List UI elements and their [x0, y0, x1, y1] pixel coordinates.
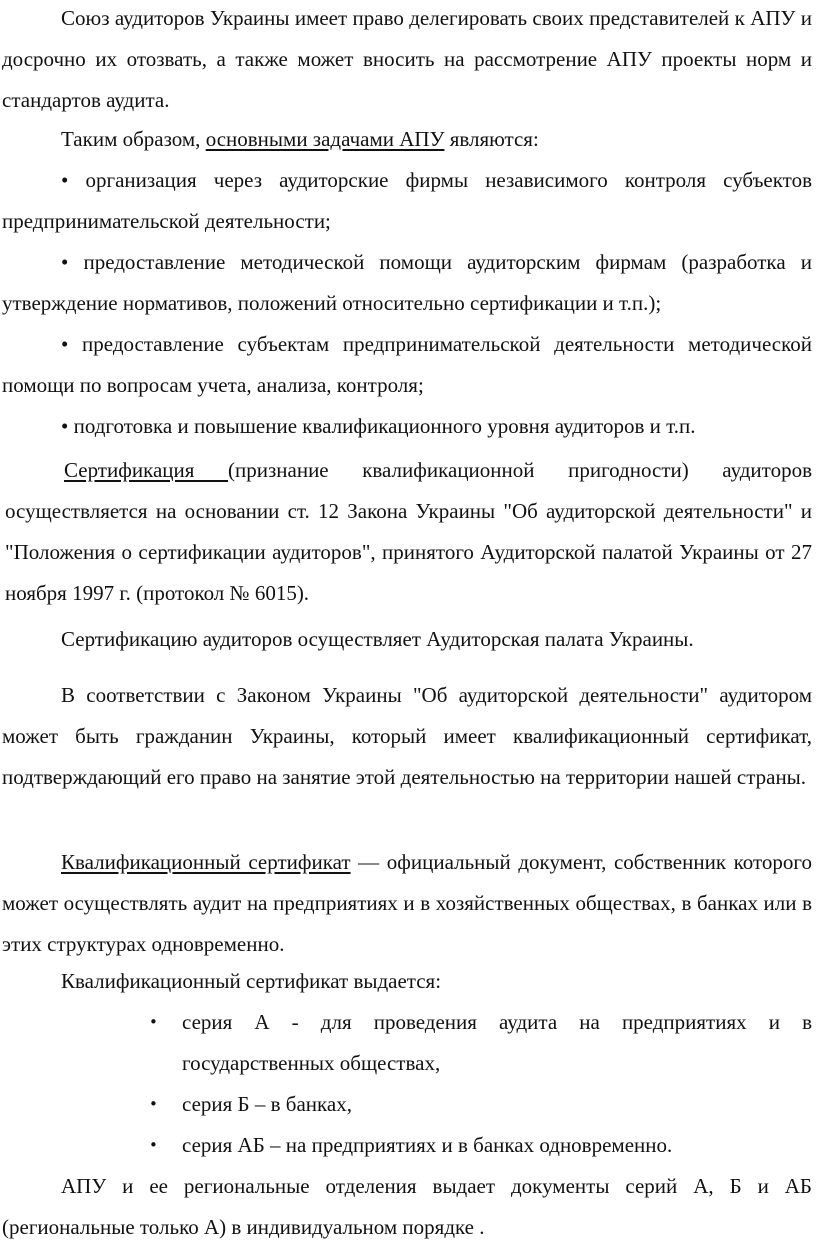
certification-text: (признание квалификационной пригодности) аудиторов осуществляется на основании ст. 12 Закона Украины "Об аудиторской деятельности" и "Положения о сертификации аудиторов", принятого Аудиторской палатой Украины от 27 ноября 1997 г. (протокол № 6015). [5, 458, 812, 605]
task-item: • организация через аудиторские фирмы независимого контроля субъектов предпринимательской деятельности; [2, 168, 812, 233]
paragraph-certification [5, 450, 812, 614]
series-item [140, 1084, 812, 1125]
series-item-text: серия Б – в банках, [182, 1092, 352, 1116]
qualification-certificate-text: — официальный документ, собственник которого может осуществлять аудит на предприятиях и в хозяйственных обществах, в банках или в этих структурах одновременно. [2, 850, 812, 956]
paragraph-apu-issues-documents: АПУ и ее региональные отделения выдает документы серий А, Б и АБ (региональные только А) в индивидуальном порядке . [2, 1174, 812, 1239]
main-tasks-suffix: являются: [444, 127, 539, 151]
series-item [140, 1002, 812, 1084]
paragraph-qualification-certificate [2, 842, 812, 965]
bullet-icon: • [149, 1136, 158, 1154]
paragraph-certificate-issued: Квалификационный сертификат выдается: [61, 969, 442, 993]
paragraph-union-rights: Союз аудиторов Украины имеет право делегировать своих представителей к АПУ и досрочно их отозвать, а также может вносить на рассмотрение АПУ проекты норм и стандартов аудита. [2, 6, 812, 112]
task-item: • подготовка и повышение квалификационного уровня аудиторов и т.п. [61, 414, 696, 438]
main-tasks-underlined: основными задачами АПУ [205, 127, 445, 151]
main-tasks-prefix: Таким образом, [61, 127, 206, 151]
paragraph-main-tasks-intro [2, 119, 812, 160]
task-item: • предоставление методической помощи аудиторским фирмам (разработка и утверждение нормативов, положений относительно сертификации и т.п.); [2, 250, 812, 315]
task-item: • предоставление субъектам предпринимательской деятельности методической помощи по вопросам учета, анализа, контроля; [2, 332, 812, 397]
certification-term: Сертификация [64, 458, 228, 482]
series-item [140, 1125, 812, 1166]
bullet-icon: • [149, 1095, 158, 1113]
paragraph-certification-body: Сертификацию аудиторов осуществляет Аудиторская палата Украины. [61, 627, 694, 651]
qualification-certificate-term: Квалификационный сертификат [61, 850, 351, 874]
series-item-text: серия АБ – на предприятиях и в банках одновременно. [182, 1133, 673, 1157]
series-item-text: серия А - для проведения аудита на предприятиях и в государственных обществах, [182, 1010, 812, 1075]
paragraph-auditor-law: В соответствии с Законом Украины "Об аудиторской деятельности" аудитором может быть гражданин Украины, который имеет квалификационный сертификат, подтверждающий его право на занятие этой деятельностью на территории нашей страны. [2, 683, 812, 789]
certificate-series-list [140, 1002, 812, 1166]
bullet-icon: • [149, 1013, 158, 1031]
